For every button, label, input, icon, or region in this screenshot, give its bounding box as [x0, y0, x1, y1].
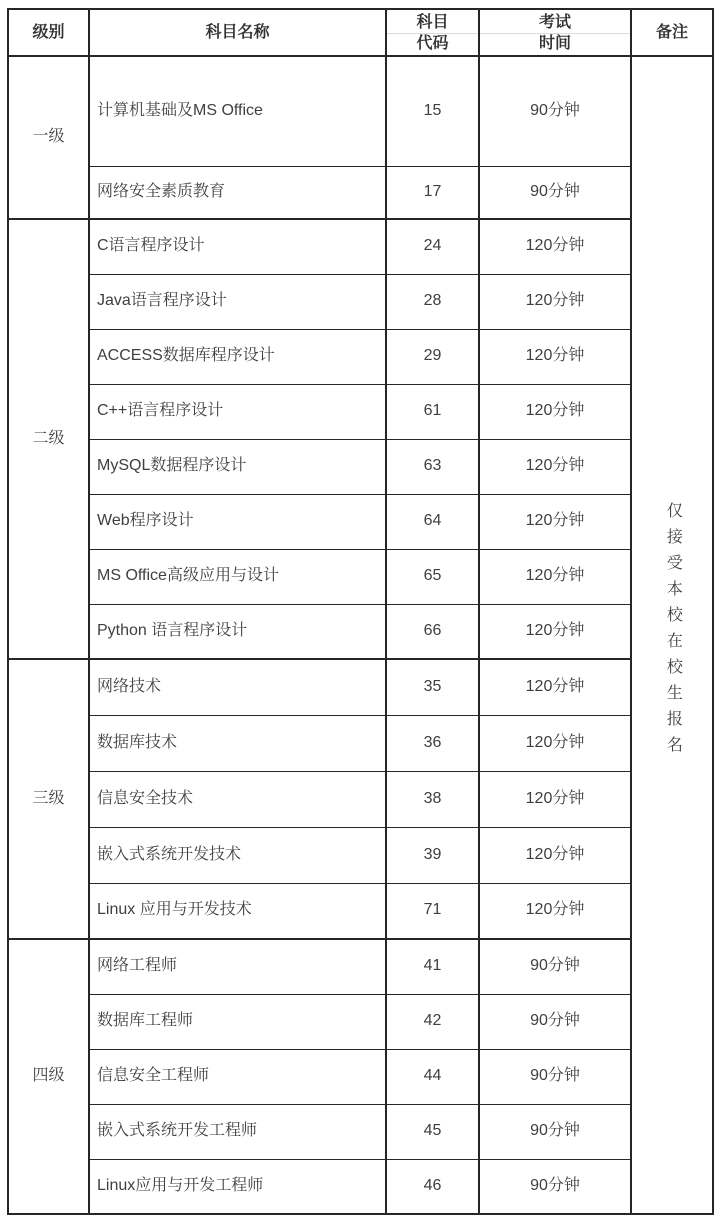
header-cell-subject — [89, 9, 386, 56]
header-label-time-line2: 时间 — [538, 34, 571, 52]
subject-cell: 嵌入式系统开发技术 — [89, 827, 386, 883]
code-cell: 41 — [386, 939, 479, 994]
subject-cell: 网络安全素质教育 — [89, 166, 386, 219]
time-cell: 90分钟 — [479, 939, 631, 994]
time-cell: 120分钟 — [479, 659, 631, 715]
subject-cell: 信息安全工程师 — [89, 1049, 386, 1104]
table-row — [8, 494, 713, 549]
subject-cell: 计算机基础及MS Office — [89, 56, 386, 166]
table-row — [8, 994, 713, 1049]
subject-cell: 信息安全技术 — [89, 771, 386, 827]
table-row — [8, 883, 713, 939]
code-cell: 61 — [386, 384, 479, 439]
header-cell-code — [386, 9, 479, 56]
code-cell: 45 — [386, 1104, 479, 1159]
code-cell: 24 — [386, 219, 479, 274]
subject-cell: 数据库工程师 — [89, 994, 386, 1049]
header-label-subject: 科目名称 — [205, 24, 270, 41]
time-cell: 120分钟 — [479, 384, 631, 439]
header-label-time — [480, 12, 630, 54]
table-row — [8, 771, 713, 827]
subject-cell: MS Office高级应用与设计 — [89, 549, 386, 604]
code-cell: 71 — [386, 883, 479, 939]
level-cell: 三级 — [8, 659, 89, 939]
time-cell: 120分钟 — [479, 219, 631, 274]
table-row — [8, 166, 713, 219]
table-row — [8, 1159, 713, 1214]
code-cell: 29 — [386, 329, 479, 384]
subject-cell: Python 语言程序设计 — [89, 604, 386, 659]
table-row — [8, 1104, 713, 1159]
level-cell: 一级 — [8, 56, 89, 219]
time-cell: 90分钟 — [479, 1104, 631, 1159]
time-cell: 120分钟 — [479, 494, 631, 549]
time-cell: 120分钟 — [479, 827, 631, 883]
table-header — [8, 9, 713, 56]
header-cell-level — [8, 9, 89, 56]
time-cell: 120分钟 — [479, 549, 631, 604]
subject-cell: 嵌入式系统开发工程师 — [89, 1104, 386, 1159]
code-cell: 28 — [386, 274, 479, 329]
code-cell: 42 — [386, 994, 479, 1049]
table-row — [8, 219, 713, 274]
remark-cell — [631, 56, 713, 1214]
time-cell: 90分钟 — [479, 1159, 631, 1214]
code-cell: 17 — [386, 166, 479, 219]
subject-cell: Web程序设计 — [89, 494, 386, 549]
code-cell: 66 — [386, 604, 479, 659]
table-row — [8, 329, 713, 384]
header-label-code-line2: 代码 — [416, 34, 449, 52]
time-cell: 120分钟 — [479, 715, 631, 771]
header-cell-time — [479, 9, 631, 56]
level-cell: 四级 — [8, 939, 89, 1214]
table-body — [8, 56, 713, 1214]
code-cell: 36 — [386, 715, 479, 771]
time-cell: 120分钟 — [479, 329, 631, 384]
table-row — [8, 1049, 713, 1104]
subject-cell: 网络技术 — [89, 659, 386, 715]
time-cell: 120分钟 — [479, 439, 631, 494]
header-label-remark: 备注 — [655, 24, 688, 41]
code-cell: 65 — [386, 549, 479, 604]
table-row — [8, 715, 713, 771]
table-row — [8, 384, 713, 439]
time-cell: 120分钟 — [479, 883, 631, 939]
table-row — [8, 56, 713, 166]
subject-cell: Linux应用与开发工程师 — [89, 1159, 386, 1214]
header-row — [8, 9, 713, 56]
header-label-code — [387, 12, 478, 54]
level-cell: 二级 — [8, 219, 89, 659]
subject-cell: MySQL数据程序设计 — [89, 439, 386, 494]
table-row — [8, 604, 713, 659]
subject-cell: C语言程序设计 — [89, 219, 386, 274]
remark-vertical-note: 仅接受本校在校生报名 — [664, 501, 682, 762]
exam-subjects-table — [7, 8, 714, 1215]
subject-cell: Linux 应用与开发技术 — [89, 883, 386, 939]
table-row — [8, 827, 713, 883]
time-cell: 90分钟 — [479, 166, 631, 219]
code-cell: 63 — [386, 439, 479, 494]
table-row — [8, 274, 713, 329]
time-cell: 90分钟 — [479, 1049, 631, 1104]
code-cell: 64 — [386, 494, 479, 549]
code-cell: 46 — [386, 1159, 479, 1214]
time-cell: 120分钟 — [479, 604, 631, 659]
code-cell: 38 — [386, 771, 479, 827]
header-label-level: 级别 — [32, 24, 65, 41]
code-cell: 39 — [386, 827, 479, 883]
subject-cell: ACCESS数据库程序设计 — [89, 329, 386, 384]
table-row — [8, 439, 713, 494]
table-row — [8, 549, 713, 604]
subject-cell: 网络工程师 — [89, 939, 386, 994]
header-label-time-line1: 考试 — [538, 13, 571, 31]
code-cell: 44 — [386, 1049, 479, 1104]
time-cell: 120分钟 — [479, 274, 631, 329]
code-cell: 15 — [386, 56, 479, 166]
subject-cell: C++语言程序设计 — [89, 384, 386, 439]
table-row — [8, 939, 713, 994]
header-cell-remark — [631, 9, 713, 56]
time-cell: 90分钟 — [479, 56, 631, 166]
time-cell: 120分钟 — [479, 771, 631, 827]
time-cell: 90分钟 — [479, 994, 631, 1049]
subject-cell: Java语言程序设计 — [89, 274, 386, 329]
header-label-code-line1: 科目 — [416, 13, 449, 31]
table-row — [8, 659, 713, 715]
code-cell: 35 — [386, 659, 479, 715]
subject-cell: 数据库技术 — [89, 715, 386, 771]
